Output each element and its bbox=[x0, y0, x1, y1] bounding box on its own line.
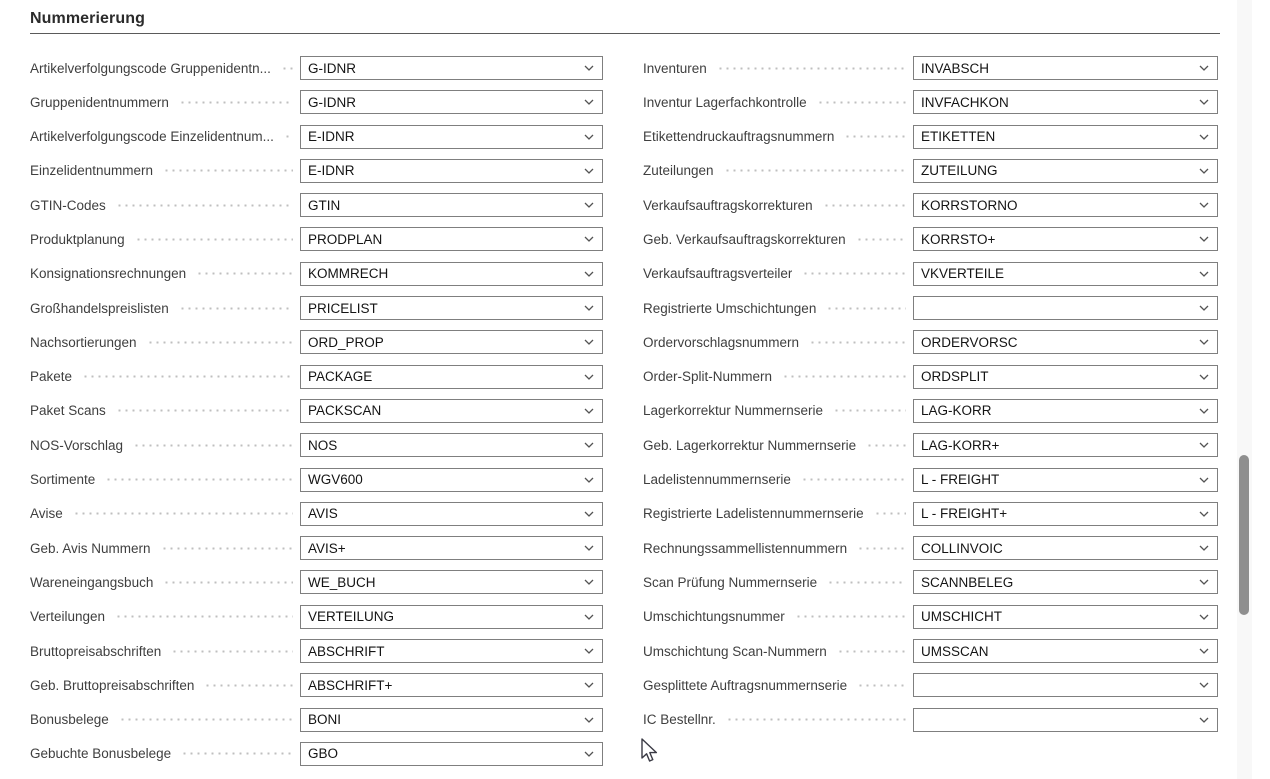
dot-leader bbox=[73, 512, 293, 515]
chevron-down-icon bbox=[1198, 439, 1210, 451]
field-row bbox=[30, 399, 603, 423]
field-dropdown-value: GTIN bbox=[308, 197, 341, 213]
dot-leader bbox=[147, 341, 293, 344]
field-dropdown[interactable] bbox=[913, 193, 1218, 217]
dot-leader bbox=[196, 272, 293, 275]
field-dropdown[interactable] bbox=[300, 708, 603, 732]
chevron-down-icon bbox=[1198, 542, 1210, 554]
field-dropdown[interactable] bbox=[300, 365, 603, 389]
field-dropdown-value: KORRSTORNO bbox=[921, 197, 1018, 213]
field-row bbox=[30, 605, 603, 629]
chevron-down-icon bbox=[1198, 405, 1210, 417]
chevron-down-icon bbox=[1198, 714, 1210, 726]
field-label-wrap bbox=[30, 708, 300, 732]
form-column-right bbox=[643, 56, 1218, 742]
field-label-wrap bbox=[30, 296, 300, 320]
field-row bbox=[643, 330, 1218, 354]
field-dropdown-value: ZUTEILUNG bbox=[921, 163, 998, 179]
field-label: Pakete bbox=[30, 369, 73, 385]
chevron-down-icon bbox=[583, 199, 595, 211]
field-row bbox=[30, 468, 603, 492]
dot-leader bbox=[171, 650, 293, 653]
field-label: Umschichtung Scan-Nummern bbox=[643, 643, 827, 659]
chevron-down-icon bbox=[583, 165, 595, 177]
chevron-down-icon bbox=[1198, 302, 1210, 314]
field-dropdown-value: AVIS+ bbox=[308, 540, 346, 556]
dot-leader bbox=[726, 718, 906, 721]
field-dropdown[interactable] bbox=[913, 639, 1218, 663]
field-dropdown[interactable] bbox=[300, 468, 603, 492]
dot-leader bbox=[163, 581, 293, 584]
dot-leader bbox=[844, 135, 906, 138]
dot-leader bbox=[856, 238, 906, 241]
field-dropdown-value: UMSSCAN bbox=[921, 643, 989, 659]
field-label-wrap bbox=[30, 125, 300, 149]
field-label-wrap bbox=[643, 330, 913, 354]
field-label: NOS-Vorschlag bbox=[30, 437, 124, 453]
field-label: Sortimente bbox=[30, 472, 96, 488]
vertical-scrollbar-thumb[interactable] bbox=[1239, 455, 1249, 615]
chevron-down-icon bbox=[1198, 96, 1210, 108]
chevron-down-icon bbox=[583, 679, 595, 691]
field-dropdown[interactable] bbox=[300, 262, 603, 286]
dot-leader bbox=[826, 307, 906, 310]
field-label-wrap bbox=[30, 433, 300, 457]
chevron-down-icon bbox=[583, 131, 595, 143]
dot-leader bbox=[284, 135, 293, 138]
field-row bbox=[643, 605, 1218, 629]
field-dropdown-value: ORDERVORSC bbox=[921, 334, 1018, 350]
field-row bbox=[30, 125, 603, 149]
field-dropdown[interactable] bbox=[913, 56, 1218, 80]
field-dropdown[interactable] bbox=[913, 536, 1218, 560]
field-dropdown-value: PACKSCAN bbox=[308, 403, 382, 419]
field-dropdown-value: PRODPLAN bbox=[308, 231, 383, 247]
dot-leader bbox=[181, 752, 293, 755]
dot-leader bbox=[823, 204, 906, 207]
field-label: Ladelistennummernserie bbox=[643, 472, 791, 488]
field-label-wrap bbox=[643, 536, 913, 560]
field-row bbox=[30, 639, 603, 663]
field-label-wrap bbox=[30, 468, 300, 492]
field-row bbox=[30, 570, 603, 594]
field-row bbox=[30, 365, 603, 389]
field-label: Registrierte Umschichtungen bbox=[643, 300, 817, 316]
field-dropdown-value: BONI bbox=[308, 712, 342, 728]
field-label: Scan Prüfung Nummernserie bbox=[643, 574, 818, 590]
field-label: Artikelverfolgungscode Einzelidentnum... bbox=[30, 129, 274, 145]
field-row bbox=[30, 90, 603, 114]
chevron-down-icon bbox=[1198, 233, 1210, 245]
field-label-wrap bbox=[643, 468, 913, 492]
chevron-down-icon bbox=[1198, 62, 1210, 74]
field-label: Rechnungssammellistennummern bbox=[643, 540, 848, 556]
field-label: Gruppenidentnummern bbox=[30, 94, 169, 110]
field-dropdown-value: INVABSCH bbox=[921, 60, 990, 76]
field-dropdown-value: E-IDNR bbox=[308, 163, 355, 179]
chevron-down-icon bbox=[1198, 576, 1210, 588]
dot-leader bbox=[801, 478, 906, 481]
form-column-left bbox=[30, 56, 603, 776]
field-dropdown[interactable] bbox=[300, 673, 603, 697]
chevron-down-icon bbox=[583, 96, 595, 108]
field-label-wrap bbox=[643, 227, 913, 251]
field-dropdown[interactable] bbox=[913, 262, 1218, 286]
field-dropdown-value: ABSCHRIFT+ bbox=[308, 677, 393, 693]
field-dropdown[interactable] bbox=[913, 673, 1218, 697]
chevron-down-icon bbox=[1198, 268, 1210, 280]
field-row bbox=[30, 159, 603, 183]
field-dropdown[interactable] bbox=[300, 296, 603, 320]
field-dropdown[interactable] bbox=[300, 433, 603, 457]
field-dropdown-value: G-IDNR bbox=[308, 94, 356, 110]
field-label-wrap bbox=[643, 365, 913, 389]
field-label-wrap bbox=[643, 262, 913, 286]
field-label-wrap bbox=[30, 330, 300, 354]
field-row bbox=[643, 56, 1218, 80]
field-dropdown[interactable] bbox=[300, 570, 603, 594]
field-row bbox=[643, 399, 1218, 423]
field-dropdown-value: INVFACHKON bbox=[921, 94, 1009, 110]
field-row bbox=[643, 708, 1218, 732]
field-dropdown-value: ORD_PROP bbox=[308, 334, 384, 350]
chevron-down-icon bbox=[1198, 336, 1210, 348]
field-row bbox=[30, 502, 603, 526]
field-label-wrap bbox=[30, 536, 300, 560]
field-label: Umschichtungsnummer bbox=[643, 609, 785, 625]
field-row bbox=[643, 296, 1218, 320]
field-dropdown-value: UMSCHICHT bbox=[921, 609, 1002, 625]
chevron-down-icon bbox=[583, 508, 595, 520]
field-dropdown[interactable] bbox=[913, 570, 1218, 594]
chevron-down-icon bbox=[583, 748, 595, 760]
dot-leader bbox=[135, 238, 293, 241]
field-dropdown[interactable] bbox=[913, 330, 1218, 354]
field-label: Produktplanung bbox=[30, 231, 125, 247]
field-label: Geb. Verkaufsauftragskorrekturen bbox=[643, 231, 846, 247]
field-label-wrap bbox=[643, 159, 913, 183]
field-row bbox=[30, 330, 603, 354]
field-dropdown[interactable] bbox=[913, 399, 1218, 423]
field-row bbox=[30, 56, 603, 80]
field-row bbox=[643, 570, 1218, 594]
chevron-down-icon bbox=[583, 233, 595, 245]
chevron-down-icon bbox=[1198, 611, 1210, 623]
dot-leader bbox=[795, 615, 906, 618]
chevron-down-icon bbox=[583, 336, 595, 348]
dot-leader bbox=[827, 581, 906, 584]
chevron-down-icon bbox=[583, 645, 595, 657]
chevron-down-icon bbox=[583, 611, 595, 623]
field-row bbox=[643, 639, 1218, 663]
field-label-wrap bbox=[643, 90, 913, 114]
field-dropdown-value: L - FREIGHT+ bbox=[921, 506, 1008, 522]
field-row bbox=[643, 502, 1218, 526]
field-label: Gesplittete Auftragsnummernserie bbox=[643, 677, 848, 693]
field-label-wrap bbox=[643, 56, 913, 80]
dot-leader bbox=[116, 409, 293, 412]
field-label: Konsignationsrechnungen bbox=[30, 266, 187, 282]
chevron-down-icon bbox=[1198, 371, 1210, 383]
field-dropdown-value: L - FREIGHT bbox=[921, 472, 1000, 488]
field-dropdown[interactable] bbox=[300, 399, 603, 423]
chevron-down-icon bbox=[1198, 165, 1210, 177]
field-dropdown-value: WE_BUCH bbox=[308, 574, 376, 590]
dot-leader bbox=[119, 718, 293, 721]
dot-leader bbox=[782, 375, 906, 378]
chevron-down-icon bbox=[1198, 131, 1210, 143]
field-label-wrap bbox=[30, 605, 300, 629]
field-label: Verkaufsauftragskorrekturen bbox=[643, 197, 813, 213]
field-dropdown[interactable] bbox=[300, 159, 603, 183]
field-label-wrap bbox=[643, 125, 913, 149]
field-row bbox=[643, 90, 1218, 114]
field-label: Bonusbelege bbox=[30, 712, 109, 728]
field-label-wrap bbox=[643, 193, 913, 217]
field-dropdown-value: VKVERTEILE bbox=[921, 266, 1005, 282]
field-dropdown[interactable] bbox=[913, 365, 1218, 389]
chevron-down-icon bbox=[583, 268, 595, 280]
field-label: Bruttopreisabschriften bbox=[30, 643, 162, 659]
field-row bbox=[643, 159, 1218, 183]
field-dropdown[interactable] bbox=[300, 742, 603, 766]
field-dropdown-value: ETIKETTEN bbox=[921, 129, 996, 145]
field-row bbox=[30, 742, 603, 766]
field-label: Avise bbox=[30, 506, 63, 522]
field-dropdown-value: AVIS bbox=[308, 506, 338, 522]
dot-leader bbox=[857, 684, 906, 687]
mouse-cursor bbox=[640, 738, 660, 771]
field-label-wrap bbox=[30, 90, 300, 114]
field-dropdown[interactable] bbox=[913, 125, 1218, 149]
field-dropdown-value: LAG-KORR+ bbox=[921, 437, 1000, 453]
field-row bbox=[30, 673, 603, 697]
field-dropdown-value: VERTEILUNG bbox=[308, 609, 395, 625]
field-row bbox=[643, 227, 1218, 251]
field-dropdown[interactable] bbox=[913, 296, 1218, 320]
field-row bbox=[30, 433, 603, 457]
chevron-down-icon bbox=[1198, 474, 1210, 486]
dot-leader bbox=[204, 684, 293, 687]
field-label: Verteilungen bbox=[30, 609, 106, 625]
field-dropdown-value: PACKAGE bbox=[308, 369, 373, 385]
field-label-wrap bbox=[643, 708, 913, 732]
field-label-wrap bbox=[30, 639, 300, 663]
field-label-wrap bbox=[30, 56, 300, 80]
section-title: Nummerierung bbox=[30, 10, 145, 27]
chevron-down-icon bbox=[583, 576, 595, 588]
field-label: Ordervorschlagsnummern bbox=[643, 334, 800, 350]
chevron-down-icon bbox=[583, 474, 595, 486]
field-label-wrap bbox=[30, 570, 300, 594]
field-row bbox=[643, 673, 1218, 697]
field-dropdown[interactable] bbox=[913, 502, 1218, 526]
field-dropdown-value: KORRSTO+ bbox=[921, 231, 996, 247]
chevron-down-icon bbox=[583, 405, 595, 417]
field-dropdown[interactable] bbox=[300, 227, 603, 251]
field-dropdown[interactable] bbox=[913, 433, 1218, 457]
field-label-wrap bbox=[30, 227, 300, 251]
chevron-down-icon bbox=[1198, 645, 1210, 657]
field-row bbox=[643, 193, 1218, 217]
field-label: Inventur Lagerfachkontrolle bbox=[643, 94, 807, 110]
dot-leader bbox=[105, 478, 293, 481]
field-label-wrap bbox=[643, 433, 913, 457]
field-dropdown[interactable] bbox=[300, 193, 603, 217]
field-dropdown[interactable] bbox=[913, 708, 1218, 732]
field-row bbox=[30, 708, 603, 732]
field-label-wrap bbox=[30, 193, 300, 217]
field-dropdown[interactable] bbox=[913, 605, 1218, 629]
field-label: Geb. Lagerkorrektur Nummernserie bbox=[643, 437, 857, 453]
field-dropdown-value: LAG-KORR bbox=[921, 403, 992, 419]
field-label-wrap bbox=[643, 639, 913, 663]
field-dropdown[interactable] bbox=[300, 125, 603, 149]
field-label: Order-Split-Nummern bbox=[643, 369, 773, 385]
field-label: Zuteilungen bbox=[643, 163, 714, 179]
field-row bbox=[643, 433, 1218, 457]
dot-leader bbox=[281, 67, 293, 70]
field-row bbox=[30, 296, 603, 320]
chevron-down-icon bbox=[1198, 679, 1210, 691]
dot-leader bbox=[717, 67, 906, 70]
field-label-wrap bbox=[643, 296, 913, 320]
field-label-wrap bbox=[30, 673, 300, 697]
field-label: Verkaufsauftragsverteiler bbox=[643, 266, 793, 282]
dot-leader bbox=[837, 650, 906, 653]
field-label: Einzelidentnummern bbox=[30, 163, 154, 179]
field-row bbox=[30, 227, 603, 251]
chevron-down-icon bbox=[583, 62, 595, 74]
field-row bbox=[30, 536, 603, 560]
dot-leader bbox=[179, 101, 293, 104]
field-label: Artikelverfolgungscode Gruppenidentn... bbox=[30, 60, 271, 76]
field-label-wrap bbox=[30, 502, 300, 526]
field-dropdown[interactable] bbox=[300, 502, 603, 526]
dot-leader bbox=[802, 272, 906, 275]
field-label: Geb. Avis Nummern bbox=[30, 540, 151, 556]
field-label-wrap bbox=[643, 399, 913, 423]
section-divider bbox=[30, 33, 1220, 34]
vertical-scrollbar-track[interactable] bbox=[1237, 0, 1252, 779]
field-label: Wareneingangsbuch bbox=[30, 574, 154, 590]
field-dropdown[interactable] bbox=[300, 56, 603, 80]
chevron-down-icon bbox=[1198, 199, 1210, 211]
field-row bbox=[30, 193, 603, 217]
field-label: GTIN-Codes bbox=[30, 197, 106, 213]
field-label: Registrierte Ladelistennummernserie bbox=[643, 506, 864, 522]
field-label: Gebuchte Bonusbelege bbox=[30, 746, 172, 762]
field-row bbox=[643, 365, 1218, 389]
field-label-wrap bbox=[30, 365, 300, 389]
field-label: IC Bestellnr. bbox=[643, 712, 716, 728]
dot-leader bbox=[724, 169, 906, 172]
dot-leader bbox=[857, 547, 906, 550]
chevron-down-icon bbox=[583, 439, 595, 451]
field-dropdown[interactable] bbox=[913, 159, 1218, 183]
field-label: Inventuren bbox=[643, 60, 707, 76]
field-label: Etikettendruckauftragsnummern bbox=[643, 129, 835, 145]
dot-leader bbox=[133, 444, 293, 447]
field-label-wrap bbox=[30, 742, 300, 766]
chevron-down-icon bbox=[1198, 508, 1210, 520]
field-label: Geb. Bruttopreisabschriften bbox=[30, 677, 195, 693]
field-label: Lagerkorrektur Nummernserie bbox=[643, 403, 824, 419]
field-dropdown-value: E-IDNR bbox=[308, 129, 355, 145]
dot-leader bbox=[809, 341, 906, 344]
field-row bbox=[643, 125, 1218, 149]
field-row bbox=[30, 262, 603, 286]
field-dropdown-value: GBO bbox=[308, 746, 339, 762]
field-dropdown[interactable] bbox=[300, 605, 603, 629]
field-label-wrap bbox=[30, 262, 300, 286]
field-label-wrap bbox=[30, 399, 300, 423]
field-dropdown-value: PRICELIST bbox=[308, 300, 378, 316]
field-dropdown[interactable] bbox=[913, 90, 1218, 114]
field-dropdown[interactable] bbox=[300, 536, 603, 560]
chevron-down-icon bbox=[583, 542, 595, 554]
field-label-wrap bbox=[30, 159, 300, 183]
dot-leader bbox=[161, 547, 293, 550]
field-dropdown[interactable] bbox=[300, 90, 603, 114]
field-label-wrap bbox=[643, 502, 913, 526]
field-dropdown-value: ORDSPLIT bbox=[921, 369, 989, 385]
field-dropdown[interactable] bbox=[300, 639, 603, 663]
field-dropdown[interactable] bbox=[300, 330, 603, 354]
dot-leader bbox=[874, 512, 906, 515]
field-dropdown[interactable] bbox=[913, 468, 1218, 492]
field-dropdown-value: KOMMRECH bbox=[308, 266, 389, 282]
chevron-down-icon bbox=[583, 714, 595, 726]
dot-leader bbox=[115, 615, 293, 618]
dot-leader bbox=[866, 444, 906, 447]
field-label-wrap bbox=[643, 605, 913, 629]
field-row bbox=[643, 536, 1218, 560]
dot-leader bbox=[82, 375, 293, 378]
field-dropdown-value: ABSCHRIFT bbox=[308, 643, 385, 659]
field-label: Nachsortierungen bbox=[30, 334, 137, 350]
field-label-wrap bbox=[643, 673, 913, 697]
dot-leader bbox=[833, 409, 906, 412]
field-dropdown-value: G-IDNR bbox=[308, 60, 356, 76]
dot-leader bbox=[179, 307, 293, 310]
field-dropdown-value: WGV600 bbox=[308, 472, 363, 488]
field-label-wrap bbox=[643, 570, 913, 594]
field-row bbox=[643, 468, 1218, 492]
field-dropdown-value: SCANNBELEG bbox=[921, 574, 1014, 590]
dot-leader bbox=[817, 101, 906, 104]
field-label: Paket Scans bbox=[30, 403, 106, 419]
chevron-down-icon bbox=[583, 371, 595, 383]
dot-leader bbox=[163, 169, 293, 172]
field-dropdown-value: COLLINVOIC bbox=[921, 540, 1003, 556]
chevron-down-icon bbox=[583, 302, 595, 314]
field-dropdown-value: NOS bbox=[308, 437, 338, 453]
field-label: Großhandelspreislisten bbox=[30, 300, 169, 316]
field-dropdown[interactable] bbox=[913, 227, 1218, 251]
field-row bbox=[643, 262, 1218, 286]
dot-leader bbox=[116, 204, 293, 207]
